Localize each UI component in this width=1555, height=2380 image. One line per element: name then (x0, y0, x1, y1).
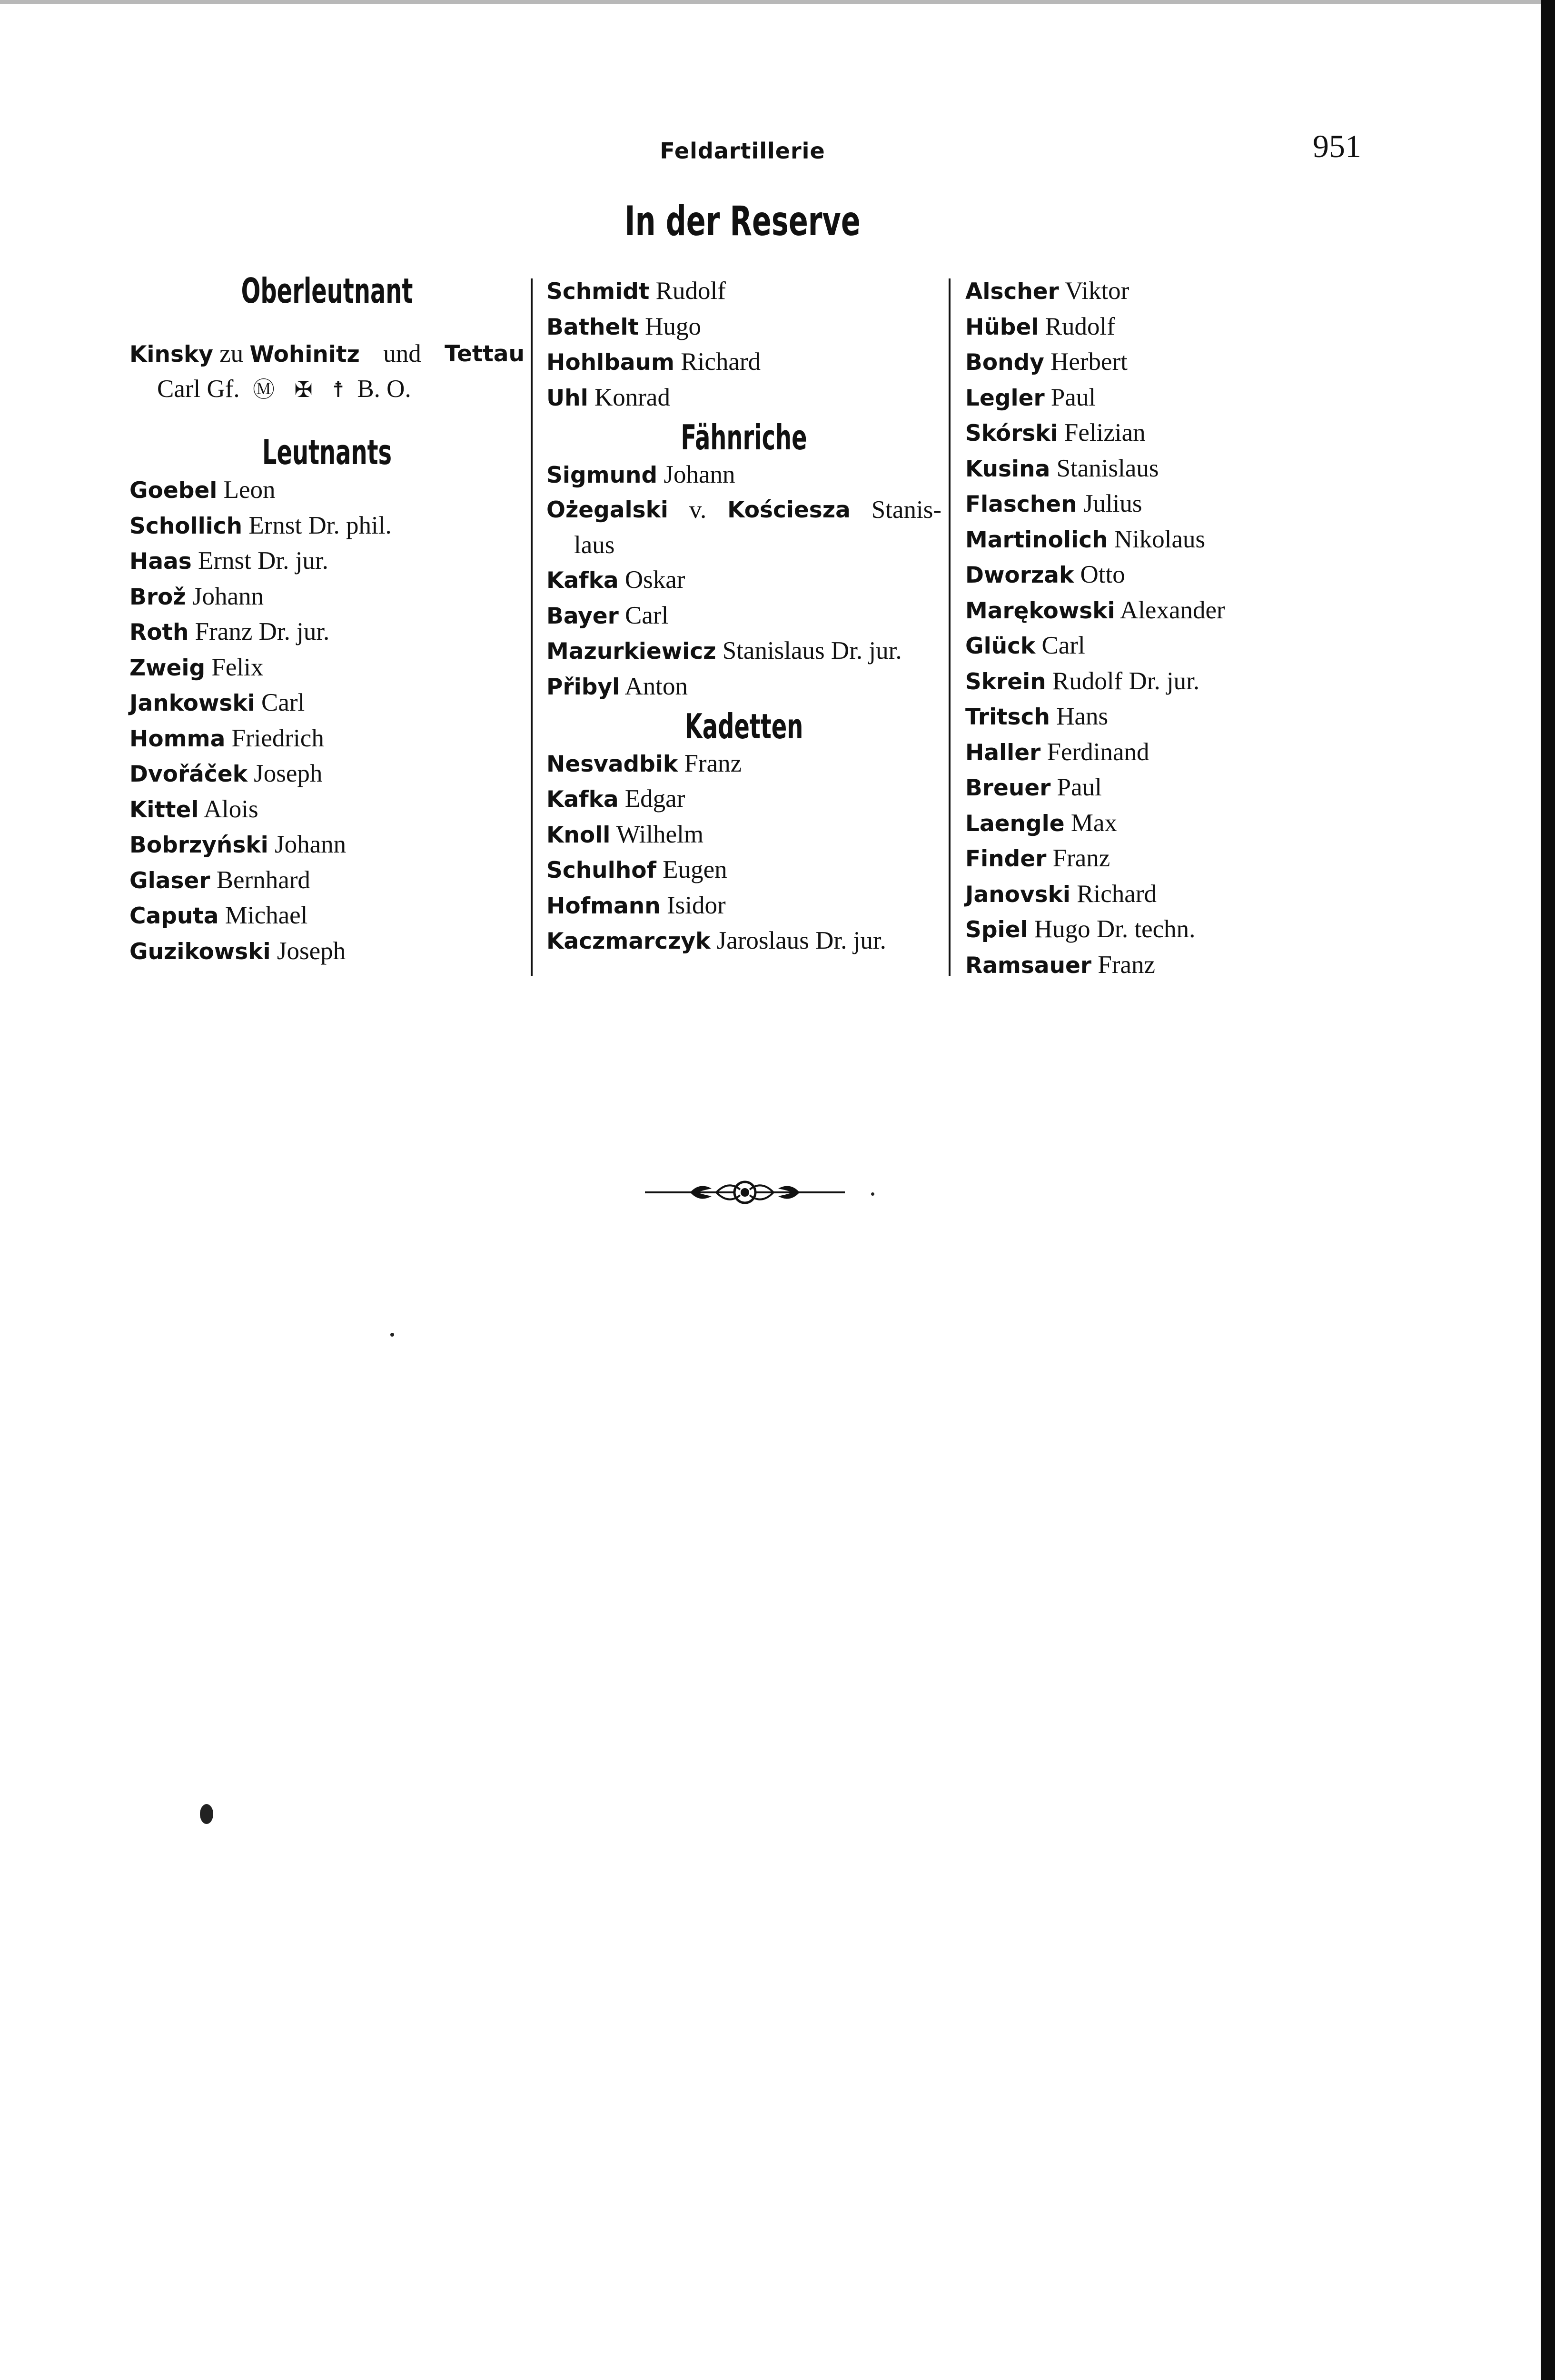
given-name: Jaroslaus Dr. jur. (716, 927, 886, 954)
surname: Přibyl (546, 674, 620, 700)
list-item (546, 563, 941, 598)
given-name: Stanislaus (1056, 454, 1159, 482)
list-item (129, 792, 525, 828)
surname: Brož (129, 584, 186, 610)
given-name: Carl (261, 689, 305, 716)
surname: Haller (965, 739, 1041, 766)
given-name: Hans (1056, 703, 1109, 730)
list-item (546, 782, 941, 817)
cross-dagger-icon: ☨ (332, 377, 345, 402)
surname: Kafka (546, 786, 619, 813)
surname: Schulhof (546, 857, 656, 883)
given-name: Stanislaus Dr. jur. (722, 637, 902, 664)
list-item (965, 841, 1360, 877)
list-item (546, 309, 941, 345)
heading-oberleutnant: Oberleutnant (241, 271, 413, 311)
surname: Finder (965, 846, 1047, 872)
surname: Tettau (445, 340, 525, 367)
entry-kinsky-line1 (129, 337, 525, 372)
given-name: Wilhelm (616, 820, 704, 848)
given-name: Franz (1098, 951, 1156, 979)
given-name: Otto (1080, 561, 1125, 588)
heading-fahnriche: Fähnriche (681, 417, 807, 457)
list-item (546, 669, 941, 705)
surname: Dvořáček (129, 761, 248, 787)
given-name: Isidor (666, 891, 726, 919)
given-name: Friedrich (231, 724, 324, 752)
given-name: Franz (1052, 844, 1110, 872)
surname: Alscher (965, 278, 1059, 305)
given-name: Richard (681, 348, 761, 376)
given-name: Paul (1050, 383, 1096, 411)
entry-kinsky-line2 (129, 372, 525, 407)
surname: Caputa (129, 903, 219, 929)
given-name: Felix (211, 653, 264, 681)
surname: Tritsch (965, 704, 1050, 730)
given-name: Johann (192, 582, 264, 610)
given-name: Joseph (254, 760, 323, 787)
list-item (129, 685, 525, 721)
given-name: Johann (664, 460, 735, 488)
list-item (129, 721, 525, 757)
column-divider-right (949, 278, 951, 976)
surname: Ożegalski (546, 497, 668, 523)
list-item (546, 380, 941, 416)
given-name: Carl (1041, 632, 1085, 659)
list-item (546, 746, 941, 782)
surname: Nesvadbik (546, 751, 678, 777)
list-item (965, 486, 1360, 522)
surname: Breuer (965, 775, 1051, 801)
given-name: zu (219, 339, 244, 367)
reserve-list-top (546, 274, 941, 416)
surname: Kinsky (129, 341, 213, 367)
given-name: v. (689, 496, 707, 524)
surname: Martinolich (965, 526, 1108, 553)
list-item (965, 664, 1360, 700)
surname: Bayer (546, 603, 619, 629)
surname: Goebel (129, 477, 218, 504)
list-item (546, 598, 941, 634)
kadetten-list (546, 746, 941, 959)
surname: Sigmund (546, 462, 658, 488)
surname: Wohinitz (249, 341, 360, 367)
surname: Guzikowski (129, 938, 271, 965)
ornamental-divider-icon (645, 1176, 845, 1209)
given-name: Konrad (594, 383, 670, 411)
given-name: Paul (1057, 774, 1102, 801)
given-name: Edgar (624, 785, 685, 813)
given-name: Alexander (1119, 596, 1225, 624)
list-item (965, 416, 1360, 451)
surname: Hofmann (546, 892, 661, 919)
given-name: Bernhard (216, 866, 310, 894)
surname: Kusina (965, 456, 1050, 482)
given-name: Ernst Dr. phil. (248, 511, 392, 539)
column-middle (546, 274, 941, 959)
list-item (965, 522, 1360, 558)
list-item (546, 274, 941, 309)
entry-ozegalski-line2: laus (574, 531, 615, 559)
given-name: Felizian (1064, 419, 1146, 446)
list-item (546, 853, 941, 888)
list-item (546, 634, 941, 669)
fahnriche-list-continued (546, 563, 941, 704)
list-item (965, 699, 1360, 735)
list-item (129, 650, 525, 686)
surname: Skrein (965, 668, 1046, 695)
list-item (129, 827, 525, 863)
given-name: Michael (225, 902, 308, 929)
given-name: Hugo Dr. techn. (1034, 915, 1196, 943)
given-name: Franz (684, 749, 742, 777)
surname: Skórski (965, 420, 1058, 446)
given-name: Rudolf (655, 277, 726, 305)
given-name: Rudolf (1045, 312, 1115, 340)
column-right (965, 274, 1360, 983)
surname: Laengle (965, 810, 1065, 837)
surname: Hohlbaum (546, 349, 674, 376)
list-item (129, 898, 525, 934)
list-item (965, 877, 1360, 912)
list-item (965, 948, 1360, 983)
list-item (129, 508, 525, 544)
order-abbrev: B. O. (357, 375, 411, 403)
section-title: In der Reserve (624, 198, 861, 245)
entry-ozegalski-line1 (546, 493, 941, 528)
heading-leutnants: Leutnants (262, 432, 392, 472)
given-name: Nikolaus (1114, 525, 1206, 553)
surname: Janovski (965, 881, 1070, 908)
given-name: Viktor (1065, 277, 1129, 305)
list-item (546, 817, 941, 853)
surname: Mazurkiewicz (546, 638, 716, 664)
surname: Kafka (546, 567, 619, 594)
fahnriche-list (546, 457, 941, 493)
list-item (129, 579, 525, 615)
surname: Kaczmarczyk (546, 928, 711, 954)
list-item (546, 345, 941, 380)
circled-m-icon: Ⓜ (252, 377, 275, 402)
surname: Marękowski (965, 597, 1115, 624)
list-item (129, 756, 525, 792)
list-item (129, 473, 525, 508)
surname: Hübel (965, 314, 1039, 340)
given-name: Carl Gf. (157, 375, 240, 403)
leutnants-list (129, 473, 525, 969)
ink-speck (200, 1804, 213, 1824)
given-name: Carl (625, 601, 669, 629)
surname: Bathelt (546, 314, 639, 340)
surname: Homma (129, 725, 226, 752)
surname: Kościesza (727, 497, 851, 523)
surname: Schmidt (546, 278, 650, 305)
ink-speck (871, 1192, 874, 1196)
reserve-list-right (965, 274, 1360, 983)
given-name: Franz Dr. jur. (195, 618, 330, 645)
given-name: Hugo (645, 312, 701, 340)
column-divider-left (531, 278, 533, 976)
list-item (965, 557, 1360, 593)
list-item (965, 912, 1360, 948)
given-name: Johann (274, 831, 347, 858)
page-top-edge (0, 0, 1555, 4)
list-item (546, 923, 941, 959)
list-item (546, 457, 941, 493)
list-item (965, 628, 1360, 664)
given-name: Ernst Dr. jur. (198, 547, 328, 575)
running-head: Feldartillerie (660, 138, 825, 164)
surname: Glaser (129, 867, 210, 894)
page-right-edge (1541, 0, 1555, 2380)
list-item (965, 806, 1360, 842)
given-name: Richard (1077, 880, 1157, 908)
surname: Zweig (129, 654, 206, 681)
column-left (129, 271, 525, 969)
surname: Jankowski (129, 690, 255, 716)
list-item (546, 888, 941, 924)
given-name: Eugen (663, 856, 727, 883)
surname: Roth (129, 619, 189, 645)
cross-pattee-icon: ✠ (294, 377, 313, 402)
surname: Haas (129, 548, 192, 575)
list-item (129, 615, 525, 650)
list-item (129, 544, 525, 579)
given-name: Julius (1083, 490, 1142, 517)
given-name: Joseph (277, 937, 346, 965)
surname: Dworzak (965, 562, 1074, 588)
given-name: und (383, 339, 421, 367)
list-item (965, 770, 1360, 806)
given-name: Max (1070, 809, 1118, 837)
surname: Legler (965, 385, 1045, 411)
given-name: Anton (624, 672, 688, 700)
surname: Bondy (965, 349, 1044, 376)
list-item (965, 451, 1360, 487)
given-name: Rudolf Dr. jur. (1052, 667, 1200, 695)
surname: Ramsauer (965, 952, 1092, 979)
surname: Schollich (129, 513, 243, 539)
list-item (129, 863, 525, 899)
page-number: 951 (1313, 128, 1361, 164)
given-name: Leon (223, 476, 276, 504)
given-name: Alois (203, 795, 258, 823)
given-name: Herbert (1050, 348, 1128, 376)
list-item (965, 309, 1360, 345)
given-name: Oskar (624, 566, 685, 594)
surname: Glück (965, 633, 1036, 659)
list-item (965, 735, 1360, 771)
surname: Knoll (546, 822, 611, 848)
list-item (965, 380, 1360, 416)
ink-speck (390, 1333, 394, 1337)
given-name: Stanis- (871, 496, 941, 524)
list-item (965, 274, 1360, 309)
surname: Kittel (129, 796, 199, 823)
surname: Flaschen (965, 491, 1077, 517)
surname: Uhl (546, 385, 588, 411)
given-name: Ferdinand (1047, 738, 1149, 766)
list-item (965, 593, 1360, 629)
surname: Spiel (965, 917, 1028, 943)
heading-kadetten: Kadetten (684, 706, 803, 746)
surname: Bobrzyński (129, 832, 268, 858)
list-item (965, 345, 1360, 380)
list-item (129, 934, 525, 970)
